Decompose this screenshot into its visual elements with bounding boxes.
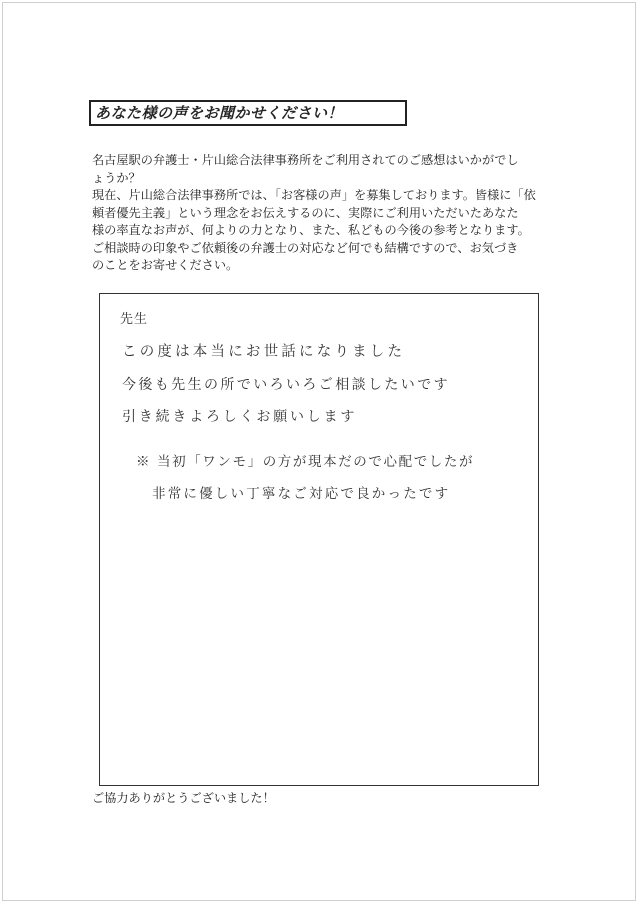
intro-line: 名古屋駅の弁護士・片山総合法律事務所をご利用されてのご感想はいかがでし	[92, 153, 519, 167]
handwritten-comment-box	[99, 293, 539, 786]
closing-message: ご協力ありがとうございました！	[92, 791, 275, 805]
handwritten-line: ※ 当初「ワンモ」の方が現本だので心配でしたが	[136, 454, 475, 470]
handwritten-line: 今後も先生の所でいろいろご相談したいです	[122, 377, 450, 393]
handwritten-line: 引き続きよろしくお願いします	[122, 409, 358, 425]
intro-line: ご相談時の印象やご依頼後の弁護士の対応など何でも結構ですので、お気づき	[92, 240, 519, 255]
intro-line: 様の率直なお声が、何よりの力となり、また、私どもの今後の参考となります。	[92, 223, 530, 237]
intro-line: ょうか？	[92, 170, 141, 185]
intro-text	[92, 152, 562, 275]
intro-line: 現在、片山総合法律事務所では、「お客様の声」を募集しております。皆様に「依	[92, 188, 536, 202]
intro-line: のことをお寄せください。	[92, 258, 239, 272]
intro-line: 頼者優先主義」という理念をお伝えするのに、実際にご利用いただいたあなた	[92, 205, 519, 220]
handwritten-line: 非常に優しい丁寧なご対応で良かったです	[152, 486, 451, 502]
handwritten-line: この度は本当にお世話になりました	[122, 344, 406, 360]
page-title: あなた様の声をお聞かせください！	[89, 100, 407, 126]
handwritten-line: 先生	[120, 312, 149, 327]
